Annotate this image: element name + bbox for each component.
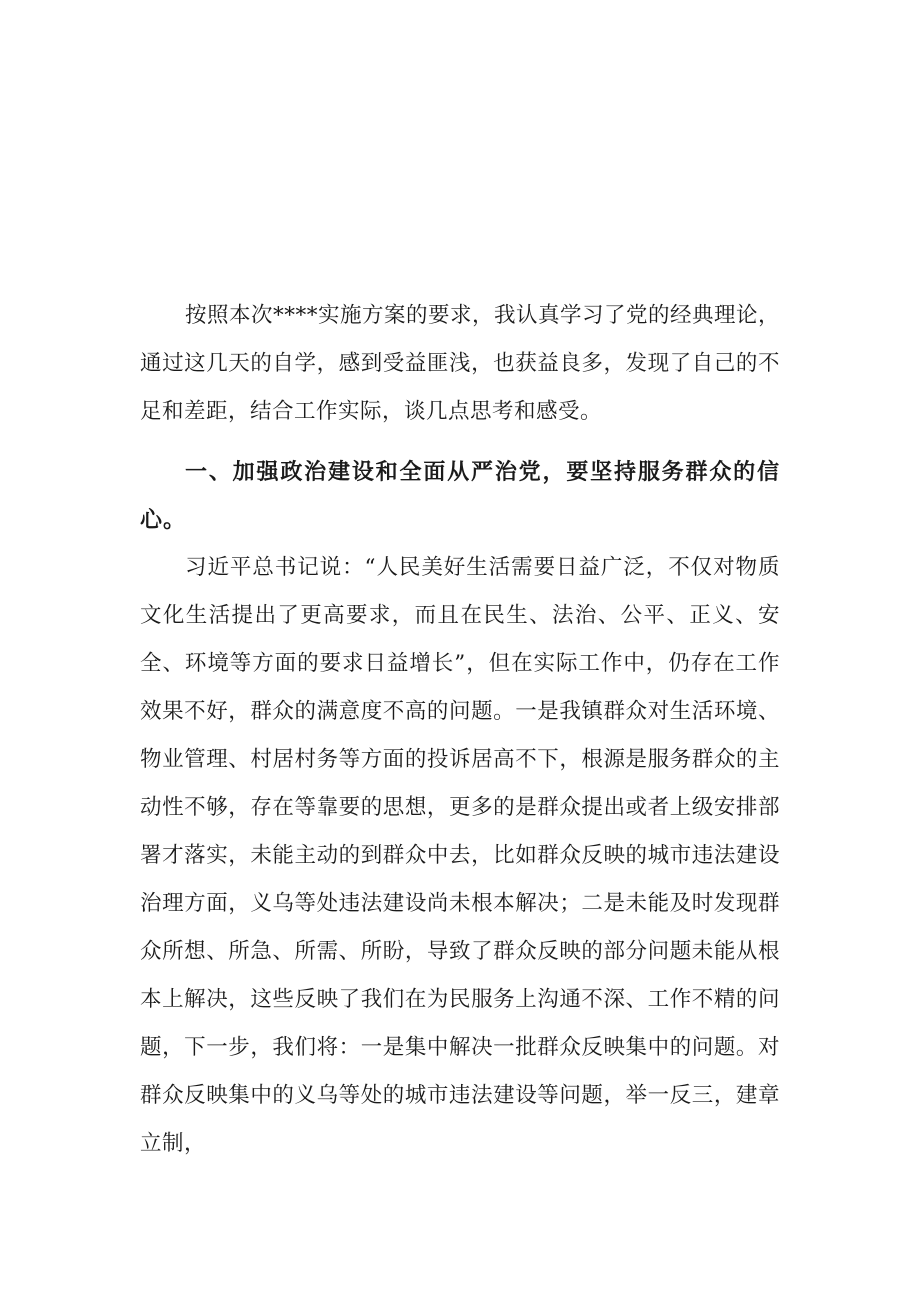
- intro-paragraph: 按照本次****实施方案的要求，我认真学习了党的经典理论，通过这几天的自学，感到受益匪浅，也获益良多，发现了自己的不足和差距，结合工作实际，谈几点思考和感受。: [140, 303, 781, 424]
- body-paragraph: 习近平总书记说：“人民美好生活需要日益广泛，不仅对物质文化生活提出了更高要求，而且在民生、法治、公平、正义、安全、环境等方面的要求日益增长”，但在实际工作中，仍存在工作效果不好，群众的满意度不高的问题。一是我镇群众对生活环境、物业管理、村居村务等方面的投诉居高不下，根源是服务群众的主动性不够，存在等靠要的思想，更多的是群众提出或者上级安排部署才落实，未能主动的到群众中去，比如群众反映的城市违法建设治理方面，义乌等处违法建设尚未根本解决；二是未能及时发现群众所想、所急、所需、所盼，导致了群众反映的部分问题未能从根本上解决，这些反映了我们在为民服务上沟通不深、工作不精的问题，下一步，我们将：一是集中解决一批群众反映集中的问题。对群众反映集中的义乌等处的城市违法建设等问题，举一反三，建章立制，: [140, 555, 780, 1156]
- document-body: [140, 292, 780, 1168]
- section-heading: 一、加强政治建设和全面从严治党，要坚持服务群众的信心。: [140, 459, 780, 533]
